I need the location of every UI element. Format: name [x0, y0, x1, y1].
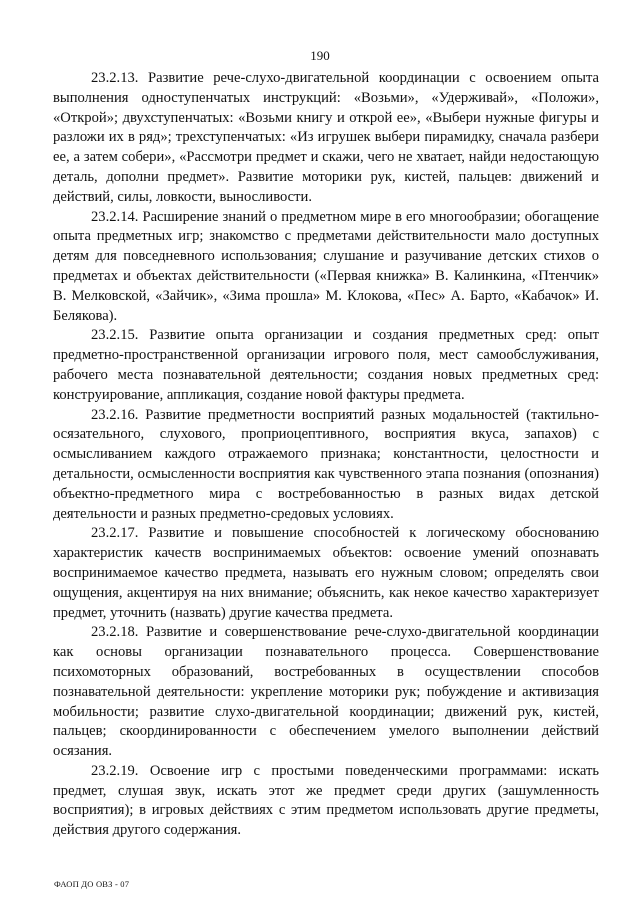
paragraph-23-2-18: 23.2.18. Развитие и совершенствование рече-слухо-двигательной координации как основы организации познавательного процесса. Совершенствование психомоторных образований, востребованных в осуществлении способов познавательной деятельности: укрепление моторики рук; побуждение и активизация мобильности; развитие слухо-двигательной координации; движений рук, кистей, пальцев; скоординированности с обеспечением умелого выполнении действий осязания. [53, 624, 599, 760]
page-number: 190 [310, 48, 330, 63]
body-text [53, 69, 599, 841]
paragraph-23-2-15: 23.2.15. Развитие опыта организации и создания предметных сред: опыт предметно-пространственной организации игрового поля, мест самообслуживания, рабочего места познавательной деятельности; создания новых предметных сред: конструирование, аппликация, создание новой фактуры предмета. [53, 327, 599, 403]
paragraph-23-2-14: 23.2.14. Расширение знаний о предметном мире в его многообразии; обогащение опыта предметных игр; знакомство с предметами действительности мало доступных детям для повседневного использования; слушание и разучивание детских стихов о предметах и объектах действительности («Первая книжка» В. Калинкина, «Птенчик» В. Мелковской, «Зайчик», «Зима прошла» М. Клокова, «Пес» А. Барто, «Кабачок» И. Белякова). [53, 208, 599, 324]
paragraph-23-2-13: 23.2.13. Развитие рече-слухо-двигательной координации с освоением опыта выполнения одноступенчатых инструкций: «Возьми», «Удерживай», «Положи», «Открой»; двухступенчатых: «Возьми книгу и открой ее», «Выбери нужные фигуры и разложи их в ряд»; трехступенчатых: «Из игрушек выбери пирамидку, сначала разбери ее, а затем собери», «Рассмотри предмет и скажи, чего не хватает, найди недостающую деталь, дополни предмет». Развитие моторики рук, кистей, пальцев: движений и действий, силы, ловкости, выносливости. [53, 70, 599, 205]
paragraph-23-2-17: 23.2.17. Развитие и повышение способностей к логическому обоснованию характеристик качеств воспринимаемых объектов: освоение умений опознавать воспринимаемое качество предмета, называть его нужным словом; определять свои ощущения, акцентируя на них внимание; объяснить, как некое качество характеризует предмет, уточнить (назвать) другие качества предмета. [53, 525, 599, 621]
document-footer: ФАОП ДО ОВЗ - 07 [54, 879, 130, 889]
paragraph-23-2-19: 23.2.19. Освоение игр с простыми поведенческими программами: искать предмет, слушая звук, искать этот же предмет среди других (зашумленность восприятия); в игровых действиях с этим предметом использовать другие предметы, действия другого содержания. [53, 762, 599, 839]
paragraph-23-2-16: 23.2.16. Развитие предметности восприятий разных модальностей (тактильно-осязательного, слухового, проприоцептивного, восприятия вкуса, запахов) с осмысливанием каждого отражаемого признака; константности, целостности и детальности, осмысленности восприятия как чувственного этапа познания (опознания) объектно-предметного мира с востребованностью в разных видах детской деятельности и разных предметно-средовых условиях. [53, 406, 599, 522]
